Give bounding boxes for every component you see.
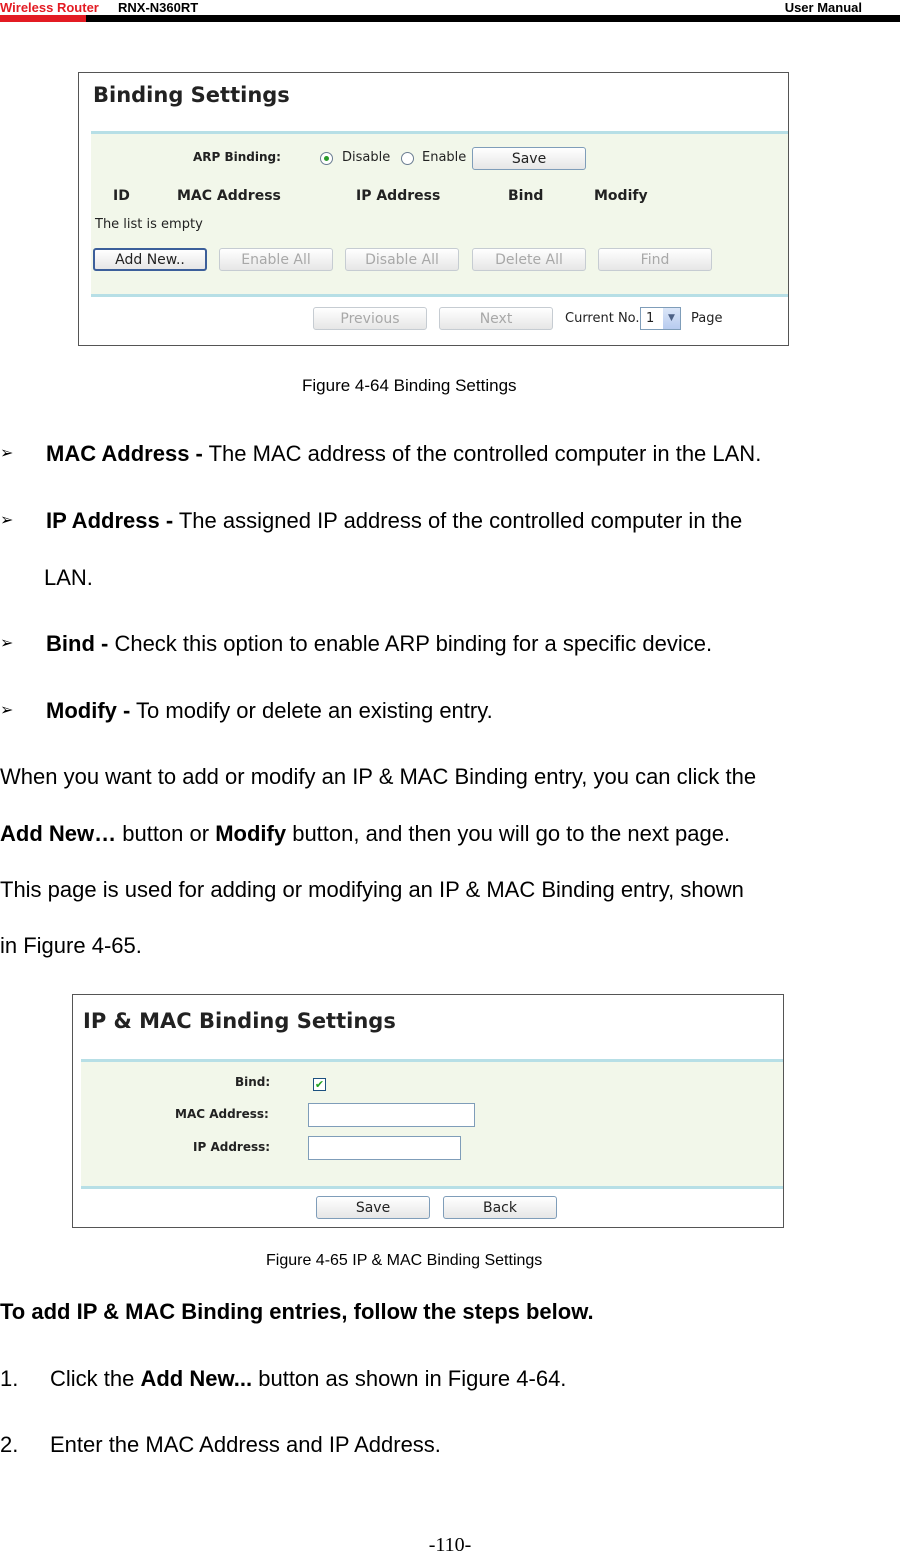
bullet-modify [0,698,493,724]
header-manual-label: User Manual [784,0,862,15]
divider [81,1186,783,1189]
paragraph-line-3: This page is used for adding or modifying an IP & MAC Binding entry, shown [0,877,744,902]
enable-radio[interactable] [401,152,414,165]
bullet-term: Modify - [46,698,131,723]
steps-heading: To add IP & MAC Binding entries, follow the steps below. [0,1299,594,1324]
enable-label: Enable [422,150,467,165]
inline-bold: Add New... [140,1366,253,1391]
bullet-arrow-icon: ➢ [0,445,14,462]
figure-title: IP & MAC Binding Settings [83,1009,396,1033]
current-page-value: 1 [646,311,655,326]
back-button[interactable]: Back [443,1196,557,1219]
find-button[interactable]: Find [598,248,712,271]
bullet-arrow-icon: ➢ [0,635,14,652]
bullet-term: IP Address - [46,508,174,533]
bullet-arrow-icon: ➢ [0,702,14,719]
empty-list-text: The list is empty [95,217,203,232]
inline-bold: Add New… [0,821,117,846]
ip-mac-binding-figure [72,994,784,1228]
column-header-mac-address: MAC Address [177,188,281,204]
paragraph-line-1: When you want to add or modify an IP & MAC Binding entry, you can click the [0,764,757,789]
page-header [0,0,900,24]
header-brand: Wireless Router [0,0,99,15]
paragraph-line-2 [0,821,730,847]
save-button[interactable]: Save [316,1196,430,1219]
divider [91,294,788,297]
save-button[interactable]: Save [472,147,586,170]
bullet-ip-address [0,508,743,534]
step-number: 1. [0,1366,19,1391]
ip-address-input[interactable] [308,1136,461,1160]
column-header-modify: Modify [594,188,648,204]
mac-address-input[interactable] [308,1103,475,1127]
figure-title: Binding Settings [93,83,290,107]
column-header-id: ID [113,188,130,204]
bullet-ip-address-cont [44,565,93,591]
step-text: button as shown in Figure 4-64. [252,1366,567,1391]
bullet-bind [0,631,713,657]
page-label: Page [691,311,723,326]
chevron-down-icon: ▼ [663,308,680,329]
disable-label: Disable [342,150,391,165]
current-no-label: Current No. [565,311,640,326]
previous-button[interactable]: Previous [313,307,427,330]
column-header-ip-address: IP Address [356,188,441,204]
mac-address-label: MAC Address: [175,1107,269,1121]
delete-all-button[interactable]: Delete All [472,248,586,271]
header-bar-black [86,15,900,22]
step-2: Enter the MAC Address and IP Address. [50,1432,441,1457]
arp-binding-label: ARP Binding: [193,150,281,164]
enable-all-button[interactable]: Enable All [219,248,333,271]
bind-label: Bind: [235,1075,271,1089]
bullet-text: The assigned IP address of the controlled computer in the [173,508,743,533]
bullet-text: The MAC address of the controlled computer in the LAN. [202,441,762,466]
header-model: RNX-N360RT [118,0,199,15]
paragraph-line-4: in Figure 4-65. [0,933,142,958]
bullet-term: Bind - [46,631,109,656]
figure-caption: Figure 4-64 Binding Settings [302,376,517,395]
bullet-text: To modify or delete an existing entry. [130,698,493,723]
inline-text: button, and then you will go to the next page. [286,821,731,846]
inline-text: button or [116,821,216,846]
column-header-bind: Bind [508,188,544,204]
bullet-mac-address [0,441,762,467]
header-bar-red [0,15,86,22]
step-number: 2. [0,1432,19,1457]
page-number: -110- [428,1534,472,1553]
bullet-text: Check this option to enable ARP binding for a specific device. [108,631,713,656]
figure-caption: Figure 4-65 IP & MAC Binding Settings [266,1252,543,1269]
next-button[interactable]: Next [439,307,553,330]
binding-settings-figure [78,72,789,346]
step-1 [50,1366,566,1392]
bullet-term: MAC Address - [46,441,203,466]
bind-checkbox[interactable]: ✔ [314,1078,325,1091]
bullet-arrow-icon: ➢ [0,512,14,529]
inline-bold: Modify [215,821,287,846]
disable-all-button[interactable]: Disable All [345,248,459,271]
ip-address-label: IP Address: [193,1140,271,1154]
disable-radio[interactable] [320,152,333,165]
bullet-text: LAN. [44,565,93,590]
add-new-button[interactable]: Add New.. [93,248,207,271]
step-text: Click the [50,1366,141,1391]
current-page-select[interactable] [640,307,681,330]
